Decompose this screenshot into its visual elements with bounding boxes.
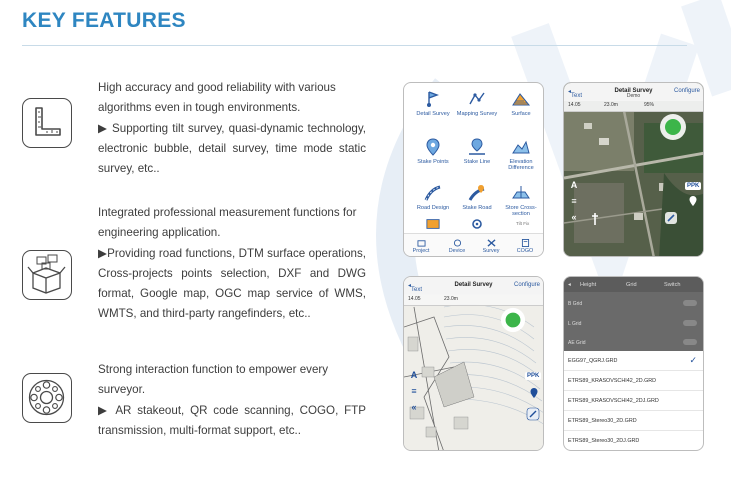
toggle-ae-grid[interactable] (683, 339, 697, 345)
feature-bullet (98, 119, 366, 180)
stake-road-icon (467, 183, 487, 203)
screen-subtitle: Demo (626, 93, 641, 99)
record-point-icon[interactable] (664, 211, 678, 225)
ppk-badge: PPK (687, 183, 700, 189)
toggle-l-grid-label: L Grid (568, 321, 582, 327)
screen-title: Detail Survey (454, 282, 493, 288)
gear-icon (469, 217, 485, 231)
back-icon[interactable]: ◂ (568, 282, 571, 288)
grid-file-item[interactable]: ETRS89_KRASOVSCHI42_2DJ.GRD (564, 391, 703, 411)
toggle-b-grid-label: B Grid (568, 301, 583, 307)
feature-bullet-text: Providing road functions, DTM surface operations, Cross-projects points selection, DXF and DWG format, Google map, OGC map service of WMS, WMTS, and third-party rangefinders, etc.. (98, 246, 366, 321)
layers-icon[interactable]: ≡ (571, 196, 577, 206)
grid-file-item[interactable]: ETRS89_Stereo30_2D.GRD (564, 411, 703, 431)
cogo-tool-icon (424, 217, 442, 231)
measure-pin-icon[interactable] (687, 195, 699, 207)
feature-bullet-text: AR stakeout, QR code scanning, COGO, FTP transmission, multi-format support, etc.. (98, 403, 366, 437)
settings-tab-bar (564, 277, 703, 292)
feature-engineering (98, 203, 366, 325)
back-button[interactable]: ◂ Text (408, 283, 423, 293)
measurement-corner-icon (22, 98, 72, 148)
configure-button[interactable]: Configure (513, 282, 540, 288)
tab-survey[interactable]: Survey (476, 239, 506, 254)
flag-point-icon (423, 89, 443, 109)
gnss-status-bar: 14.05 23.0m (404, 294, 543, 306)
toggle-l-grid[interactable] (683, 320, 697, 326)
calculator-icon (521, 239, 530, 247)
gnss-position-icon[interactable] (500, 307, 526, 333)
tab-switch[interactable]: Switch (664, 282, 681, 288)
menu-item-stake-road[interactable]: Stake Road (454, 183, 500, 227)
stake-marker-icon[interactable] (589, 212, 601, 226)
feature-bullet (98, 244, 366, 325)
tilt-fix-label: Tilt Fix (516, 221, 530, 226)
tab-grid[interactable]: Grid (626, 282, 637, 288)
menu-item-mapping-survey[interactable]: Mapping Survey (454, 89, 500, 133)
screenshot-detail-survey-satellite (563, 82, 704, 257)
ppk-badge: PPK (527, 373, 540, 379)
feature-interaction (98, 360, 366, 441)
grid-file-item[interactable]: ETRS89_Stereo30_2DJ.GRD (564, 431, 703, 451)
screen-header (404, 277, 543, 295)
selected-check-icon: ✓ (689, 355, 697, 365)
north-arrow-icon[interactable]: A (570, 180, 578, 190)
road-icon (423, 183, 443, 203)
bullet-icon: ▶ (98, 121, 108, 135)
menu-item-detail-survey[interactable]: Detail Survey (410, 89, 456, 133)
dimmed-settings-panel (564, 277, 703, 351)
menu-item-elevation-difference[interactable]: Elevation Difference (498, 137, 544, 181)
feature-intro: High accuracy and good reliability with various algorithms even in tough environments. (98, 81, 336, 115)
gnss-status-bar: 14.05 23.0m 95% (564, 100, 703, 112)
gnss-position-icon[interactable] (659, 113, 687, 141)
menu-item-surface[interactable]: Surface (498, 89, 544, 133)
feature-intro: Strong interaction function to empower every surveyor. (98, 363, 329, 397)
expand-up-icon[interactable]: « (571, 212, 577, 222)
feature-intro: Integrated professional measurement functions for engineering application. (98, 206, 357, 240)
expand-up-icon[interactable]: « (411, 402, 417, 412)
record-point-icon[interactable] (526, 407, 540, 421)
back-button[interactable]: ◂ Text (568, 89, 583, 99)
configure-button[interactable]: Configure (673, 88, 700, 94)
north-arrow-icon[interactable]: A (410, 370, 418, 380)
open-box-icon (22, 250, 72, 300)
tab-project[interactable]: Project (406, 239, 436, 254)
cross-section-icon (511, 183, 531, 203)
menu-item-stake-points[interactable]: Stake Points (410, 137, 456, 181)
menu-item-stake-line[interactable]: Stake Line (454, 137, 500, 181)
bullet-icon: ▶ (98, 403, 110, 417)
tab-device[interactable]: Device (442, 239, 472, 254)
menu-item-road-design[interactable]: Road Design (410, 183, 456, 227)
bullet-icon: ▶ (98, 246, 108, 260)
page-title: KEY FEATURES (22, 9, 186, 32)
grid-file-item[interactable]: ETRS89_KRASOVSCHI42_2D.GRD (564, 371, 703, 391)
location-pin-icon (423, 137, 443, 157)
grid-file-item[interactable]: EGG97_QGRJ.GRD ✓ (564, 351, 703, 371)
tab-cogo[interactable]: COGO (510, 239, 540, 254)
layers-icon[interactable]: ≡ (411, 386, 417, 396)
feature-accuracy (98, 78, 366, 179)
surface-icon (511, 89, 531, 109)
screen-header (564, 83, 703, 101)
measure-pin-icon[interactable] (528, 387, 540, 399)
screenshot-detail-survey-map (403, 276, 544, 451)
device-icon (453, 239, 462, 247)
stake-line-icon (467, 137, 487, 157)
feature-bullet-text: Supporting tilt survey, quasi-dynamic technology, electronic bubble, detail survey, time mode static survey, etc.. (98, 121, 366, 176)
elevation-icon (511, 137, 531, 157)
tab-height[interactable]: Height (580, 282, 597, 288)
survey-cross-icon (487, 239, 496, 247)
toggle-b-grid[interactable] (683, 300, 697, 306)
toggle-ae-grid-label: AE Grid (568, 340, 586, 346)
bottom-tab-bar (404, 233, 543, 256)
feature-bullet (98, 401, 366, 442)
mapping-icon (467, 89, 487, 109)
screenshot-grid-list (563, 276, 704, 451)
screen-title: Detail Survey (614, 88, 653, 94)
interaction-hub-icon (22, 373, 72, 423)
title-divider (22, 45, 687, 46)
menu-item-store-cross-section[interactable]: Store Cross-section (498, 183, 544, 227)
screenshot-survey-menu (403, 82, 544, 257)
folder-icon (417, 239, 426, 247)
